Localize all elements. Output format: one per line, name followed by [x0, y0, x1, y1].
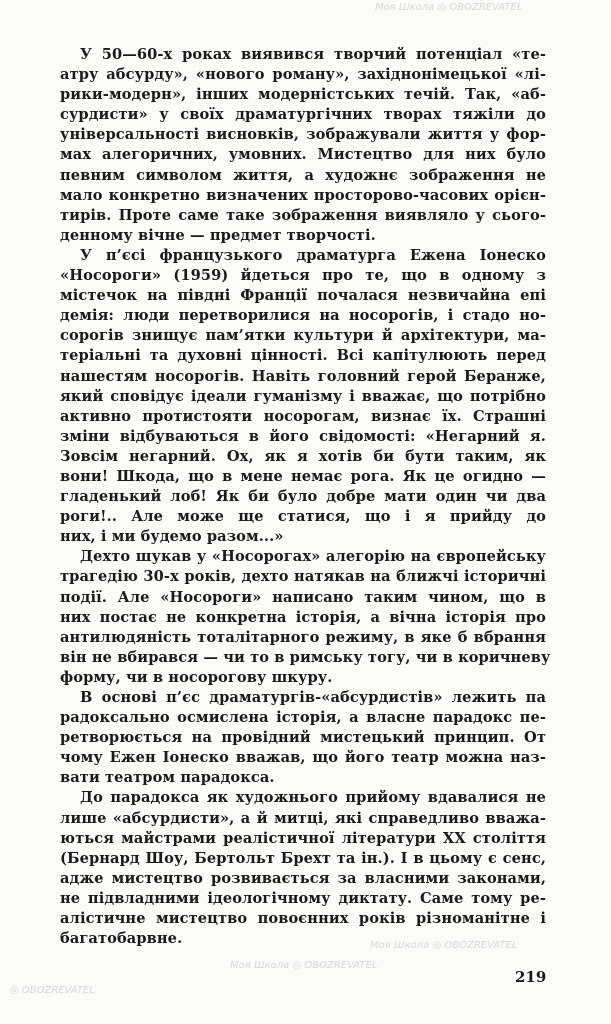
text-line: ються майстрами реалістичної літератури XX століття: [60, 829, 546, 847]
text-line: радоксально осмислена історія, а власне парадокс пе-: [60, 709, 546, 727]
text-line: теріальні та духовні цінності. Всі капітулюють перед: [60, 347, 546, 365]
text-line: мах алегоричних, умовних. Мистецтво для них було: [60, 146, 546, 164]
text-line: антилюдяність тоталітарного режиму, в яке б вбрання: [60, 628, 546, 646]
watermark: Моя Школа ◎ OBOZREVATEL: [370, 940, 518, 951]
text-line: вони! Шкода, що в мене немає рога. Як це огидно —: [60, 467, 546, 485]
watermark: Моя Школа ◎ OBOZREVATEL: [375, 2, 523, 13]
paragraph: [60, 788, 546, 949]
paragraph: [60, 246, 546, 547]
text-line: мало конкретно визначених просторово-часових орієн-: [60, 186, 546, 204]
text-line: У п’єсі французького драматурга Ежена Іонеско: [80, 246, 546, 264]
text-line: алістичне мистецтво повоєнних років різноманітне і: [60, 910, 546, 928]
text-line: сурдисти» у своїх драматургічних творах тяжіли до: [60, 106, 546, 124]
paragraph: [60, 688, 546, 788]
watermark: ◎ OBOZREVATEL: [10, 985, 95, 996]
text-line: Зовсім негарний. Ох, як я хотів би бути таким, як: [60, 447, 546, 465]
text-line: них постає не конкретна історія, а вічна історія про: [60, 608, 546, 626]
text-line: До парадокса як художнього прийому вдавалися не: [80, 789, 546, 807]
text-line: Дехто шукав у «Носорогах» алегорію на європейську: [80, 548, 546, 566]
text-line: (Бернард Шоу, Бертольт Брехт та ін.). І в цьому є сенс,: [60, 849, 546, 867]
text-line: рики-модерн», інших модерністських течій. Так, «аб-: [60, 86, 546, 104]
text-line: трагедію 30-х років, дехто натякав на ближчі історичні: [60, 568, 546, 586]
text-line: гладенький лоб! Як би було добре мати один чи два: [60, 488, 546, 506]
watermark: Моя Школа ◎ OBOZREVATEL: [230, 960, 378, 971]
text-line: денному вічне — предмет творчості.: [60, 226, 376, 244]
text-line: лише «абсурдисти», а й митці, які справедливо вважа-: [60, 809, 546, 827]
text-line: нашестям носорогів. Навіть головний герой Беранже,: [60, 367, 546, 385]
text-line: чому Ежен Іонеско вважав, що його театр можна наз-: [60, 749, 546, 767]
text-line: демія: люди перетворилися на носорогів, і стадо но-: [60, 307, 546, 325]
text-line: атру абсурду», «нового роману», західнонімецької «лі-: [60, 66, 546, 84]
text-line: них, і ми будемо разом...»: [60, 528, 284, 546]
text-line: активно протистояти носорогам, визнає їх. Страшні: [60, 407, 546, 425]
text-line: тирів. Проте саме таке зображення виявляло у сього-: [60, 206, 546, 224]
text-line: універсальності висновків, зображували життя у фор-: [60, 126, 546, 144]
text-line: який сповідує ідеали гуманізму і вважає, що потрібно: [60, 387, 546, 405]
text-line: вати театром парадокса.: [60, 769, 275, 787]
page-number: 219: [515, 968, 547, 986]
text-line: ретворюється на провідний мистецький принцип. От: [60, 729, 546, 747]
paragraph: [60, 547, 551, 688]
text-line: роги!.. Але може ще статися, що і я прийду до: [60, 508, 546, 526]
text-line: певним символом життя, а художнє зображення не: [60, 166, 546, 184]
text-line: сорогів знищує пам’ятки культури й архітектури, ма-: [60, 327, 546, 345]
text-line: «Носороги» (1959) йдеться про те, що в одному з: [60, 267, 546, 285]
text-line: не підвладними ідеологічному диктату. Саме тому ре-: [60, 889, 546, 907]
text-line: зміни відбуваються в його свідомості: «Негарний я.: [60, 427, 546, 445]
text-line: В основі п’єс драматургів-«абсурдистів» лежить па: [80, 689, 546, 706]
text-line: багатобарвне.: [60, 930, 183, 948]
text-line: містечок на півдні Франції почалася незвичайна епі: [60, 287, 546, 305]
text-line: форму, чи в носорогову шкуру.: [60, 668, 333, 686]
text-line: події. Але «Носороги» написано таким чином, що в: [60, 588, 546, 606]
paragraph: [60, 45, 546, 246]
text-line: адже мистецтво розвивається за власними законами,: [60, 869, 546, 887]
page-body-text: [60, 45, 551, 949]
text-line: У 50—60-х роках виявився творчий потенціал «те-: [80, 46, 546, 63]
text-line: він не вбирався — чи то в римську тогу, чи в коричневу: [60, 648, 551, 666]
